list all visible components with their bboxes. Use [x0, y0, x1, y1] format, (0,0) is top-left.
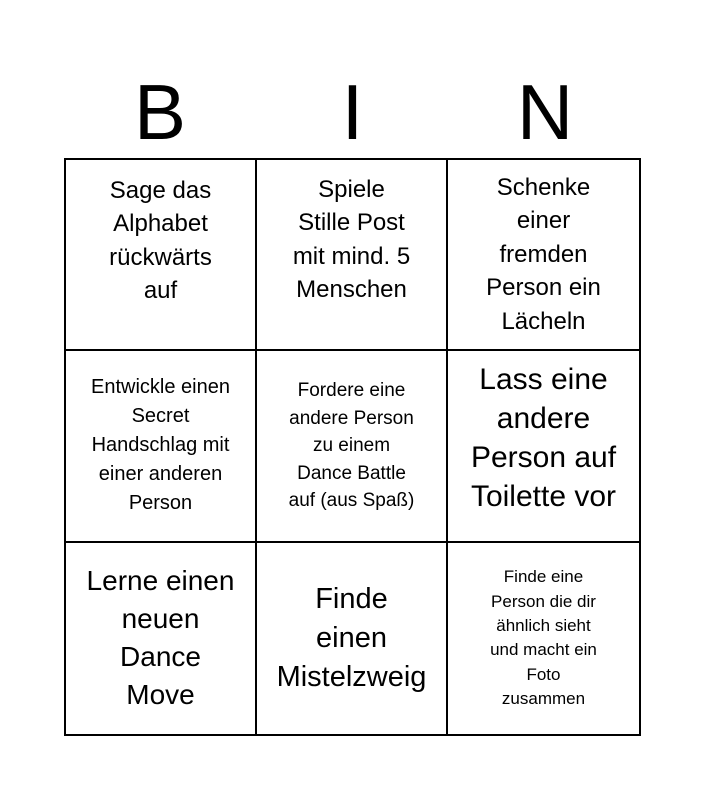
bingo-cell-text: Lerne einen neuen Dance Move	[86, 565, 235, 711]
bingo-cell-text: Spiele Stille Post mit mind. 5 Menschen	[292, 175, 411, 304]
bingo-cell	[66, 543, 257, 734]
bingo-cell	[66, 160, 257, 351]
bingo-cell-text: Finde einen Mistelzweig	[276, 582, 427, 693]
bingo-cell	[448, 351, 639, 542]
bingo-cell-text: Lass eine andere Person auf Toilette vor	[470, 362, 617, 513]
header-letter-i: I	[341, 68, 364, 156]
bingo-cell-text: Sage das Alphabet rückwärts auf	[109, 176, 212, 305]
bingo-cell	[66, 351, 257, 542]
bingo-cell	[257, 351, 448, 542]
header-letter-n: N	[516, 68, 574, 156]
bingo-cell-text: Fordere eine andere Person zu einem Dance Battle auf (aus Spaß)	[288, 380, 415, 512]
bingo-header	[64, 68, 641, 156]
header-letter-b: B	[133, 68, 187, 156]
bingo-cell	[257, 160, 448, 351]
bingo-cell-text: Finde eine Person die dir ähnlich sieht und macht ein Foto zusammen	[490, 567, 597, 708]
bingo-cell-text: Schenke einer fremden Person ein Lächeln	[486, 173, 601, 335]
bingo-grid	[64, 158, 641, 736]
bingo-cell	[448, 160, 639, 351]
bingo-cell-text: Entwickle einen Secret Handschlag mit einer anderen Person	[91, 376, 230, 515]
bingo-cell	[448, 543, 639, 734]
bingo-cell	[257, 543, 448, 734]
